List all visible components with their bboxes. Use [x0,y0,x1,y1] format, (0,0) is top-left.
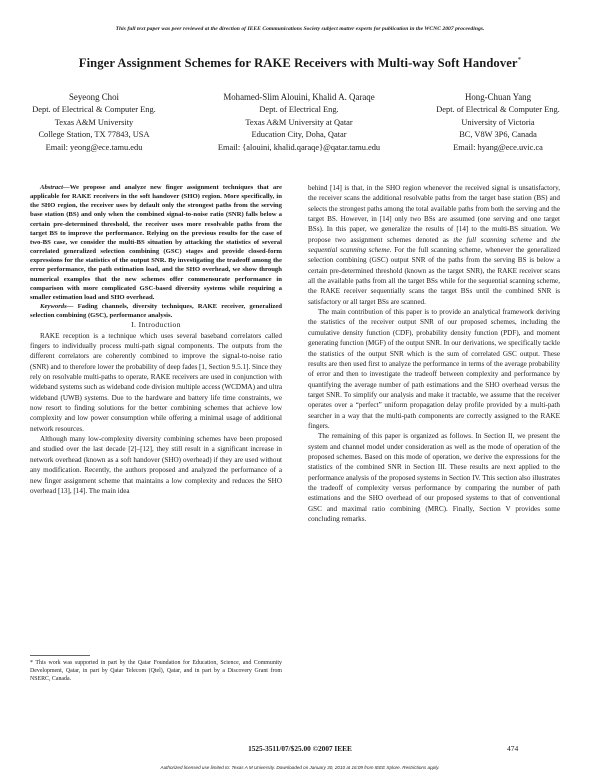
scheme-name: the sequential scanning scheme [308,235,561,255]
body-paragraph: The remaining of this paper is organized as follows. In Section II, we present the system and channel model under consideration as well as the mode of operation of the proposed schemes. Based on this mode of operation, we derive the expressions for the statistics of the combined SNR in Section III. These results are next applied to the performance analysis of the proposed systems in Section IV. This section also illustrates the tradeoff of complexity versus performance by comparing the number of path estimations and the SHO overhead of our proposed systems to that of conventional GSC and maximal ratio combining (MRC). Finally, Section V provides some concluding remarks. [308,432,560,523]
author-email: Email: {alouini, khalid.qaraqe}@qatar.tamu.edu [217,142,381,152]
author-affiliation: Dept. of Electrical Eng. [259,105,339,115]
title-footnote-mark: * [517,56,522,64]
abstract: Abstract—We propose and analyze new finger assignment techniques that are applicable for RAKE receivers in the soft handover (SHO) region. More specifically, in the SHO region, the receiver uses by default only the strongest paths from the serving base station (BS) and only when the combined signal-to-noise ratio (SNR) falls below a certain pre-determined threshold, the receiver uses more resolvable paths from the target BS to improve the performance. Relying on the previous results for the case of two-BS case, we consider the multi-BS situation by attacking the statistics of several correlated generalized selection combining (GSC) stages and provide closed-form expressions for the statistics of the output SNR. By investigating the tradeoff among the error performance, the path estimation load, and the SHO overhead, we show through numerical examples that the new schemes offer commensurate performance in comparison with more complicated GSC-based diversity systems while requiring a smaller estimation load and SHO overhead. [30,184,282,301]
author-name: Hong-Chuan Yang [464,92,532,102]
body-paragraph: The main contribution of this paper is to provide an analytical framework deriving the statistics of the receiver output SNR of our proposed schemes, including the cumulative density function (CDF), probability density function (PDF), and moment generating function (MGF) of the output SNR. In our derivations, we specifically tackle the statistics of the output SNR which is the sum of correlated GSC output. These results are then used first to analyze the performance in terms of the average probability of error and then to investigate the tradeoff between complexity and performance by quantifying the average number of path estimations and the SHO overhead versus the target SNR. To simplify our analysis and make it tractable, we assume that the receiver operates over a “perfect” uniform propagation delay profile provided by a multi-path searcher in a way that the multi-path components are correctly assigned to the RAKE fingers. [308,308,560,430]
keywords-label: Keywords [40,303,67,311]
footnote: * This work was supported in part by the Qatar Foundation for Education, Science, and Community Development, Qatar, in part by Qatar Telecom (Qtel), Qatar, and in part by a Discovery Grant from NSERC, Canada. [30,660,282,682]
section-heading: I. Introduction [131,320,181,330]
paper-title-text: Finger Assignment Schemes for RAKE Receivers with Multi-way Soft Handover [78,56,518,71]
author-address: BC, V8W 3P6, Canada [459,130,537,140]
body-paragraph: Although many low-complexity diversity combining schemes have been proposed and studied over the last decade [2]–[12], they still result in a significant increase in network overhead (known as a soft handover (SHO) overhead) if they are used without any modification. Recently, the authors proposed and analyzed the performance of a new finger assignment scheme that maintains a low complexity and reduces the SHO overhead [13], [14]. The main idea [30,435,282,495]
paper-title [0,56,600,71]
author-affiliation: Texas A&M University at Qatar [245,117,353,127]
author-address: Education City, Doha, Qatar [251,130,347,140]
abstract-label: Abstract [40,184,64,191]
scheme-name: the full scanning scheme [453,235,532,244]
body-paragraph: behind [14] is that, in the SHO region whenever the received signal is unsatisfactory, the receiver scans the additional resolvable paths from the target base station (BS) and selects the strongest paths among the total available paths from both the serving and the target BS. However, in [14] only two BSs are assumed (one serving and one target BSs). In this paper, we generalize the results of [14] to the multi-BS situation. We propose two assignment schemes denoted as the full scanning scheme and the sequential scanning scheme. For the full scanning scheme, whenever the generalized selection combining (GSC) output SNR of the paths from the serving BS is below a certain pre-determined threshold (known as the target SNR), the RAKE receiver scans all the available paths from all the target BSs while for the sequential scanning scheme, the RAKE receiver sequentially scans the target BSs until the combined SNR is satisfactory or all target BSs are scanned. [308,184,561,306]
license-note: Authorized licensed use limited to: Texas A M University. Downloaded on January 30, 2010 at 16:09 from IEEE Xplore. Restrictions apply. [160,765,440,770]
author-affiliation: University of Victoria [461,117,535,127]
left-column [30,183,282,496]
keywords-text: Fading channels, diversity techniques, RAKE receiver, generalized selection combining (GSC), performance analysis. [30,303,283,320]
author-affiliation: Dept. of Electrical & Computer Eng. [436,105,560,115]
copyright-line: 1525-3511/07/$25.00 ©2007 IEEE [248,744,352,753]
abstract-text: We propose and analyze new finger assignment techniques that are applicable for RAKE receivers in the soft handover (SHO) region. More specifically, in the SHO region, the receiver uses by default only the strongest paths from the serving base station (BS) and only when the combined signal-to-noise ratio (SNR) falls below a certain pre-determined threshold, the receiver uses more resolvable paths from the target BS to improve the performance. Relying on the previous results for the case of two-BS case, we consider the multi-BS situation by attacking the statistics of several correlated generalized selection combining (GSC) stages and provide closed-form expressions for the statistics of the output SNR. By investigating the tradeoff among the error performance, the path estimation load, and the SHO overhead, we show through numerical examples that the new schemes offer commensurate performance in comparison with more complicated GSC-based diversity systems while requiring a smaller estimation load and SHO overhead. [30,184,282,301]
keywords: Keywords— Fading channels, diversity techniques, RAKE receiver, generalized selection combining (GSC), performance analysis. [30,303,283,320]
header-note: This full text paper was peer reviewed at the direction of IEEE Communications Society subject matter experts for publication in the WCNC 2007 proceedings. [115,26,485,32]
author-address: College Station, TX 77843, USA [38,130,150,140]
right-column [308,183,560,524]
author-block-3 [416,91,580,154]
footnote-divider [30,655,90,656]
author-email: Email: hyang@ece.uvic.ca [453,142,543,152]
author-block-2 [196,91,402,154]
body-paragraph: RAKE reception is a technique which uses several baseband correlators called fingers to individually process multi-path signal components. The outputs from the different correlators are coherently combined to improve the signal-to-noise ratio (SNR) and to therefore lower the probability of deep fades [1, Section 9.5.1]. Since they rely on resolvable multi-paths to operate, RAKE receivers are used in conjunction with wideband systems such as wideband code division multiple access (WCDMA) and ultra wideband (UWB) systems. Due to the hardware and battery life time constraints, we now resort to finding solutions for the better combining schemes that achieve low complexity and low power consumption while offering a minimal usage of additional network resources. [30,331,282,433]
author-block-1 [14,91,174,154]
author-affiliation: Texas A&M University [54,117,134,127]
author-email: Email: yeong@ece.tamu.edu [45,142,143,152]
author-name: Mohamed-Slim Alouini, Khalid A. Qaraqe [223,92,375,102]
author-affiliation: Dept. of Electrical & Computer Eng. [32,105,156,115]
author-name: Seyeong Choi [68,92,120,102]
page-number: 474 [507,744,519,753]
